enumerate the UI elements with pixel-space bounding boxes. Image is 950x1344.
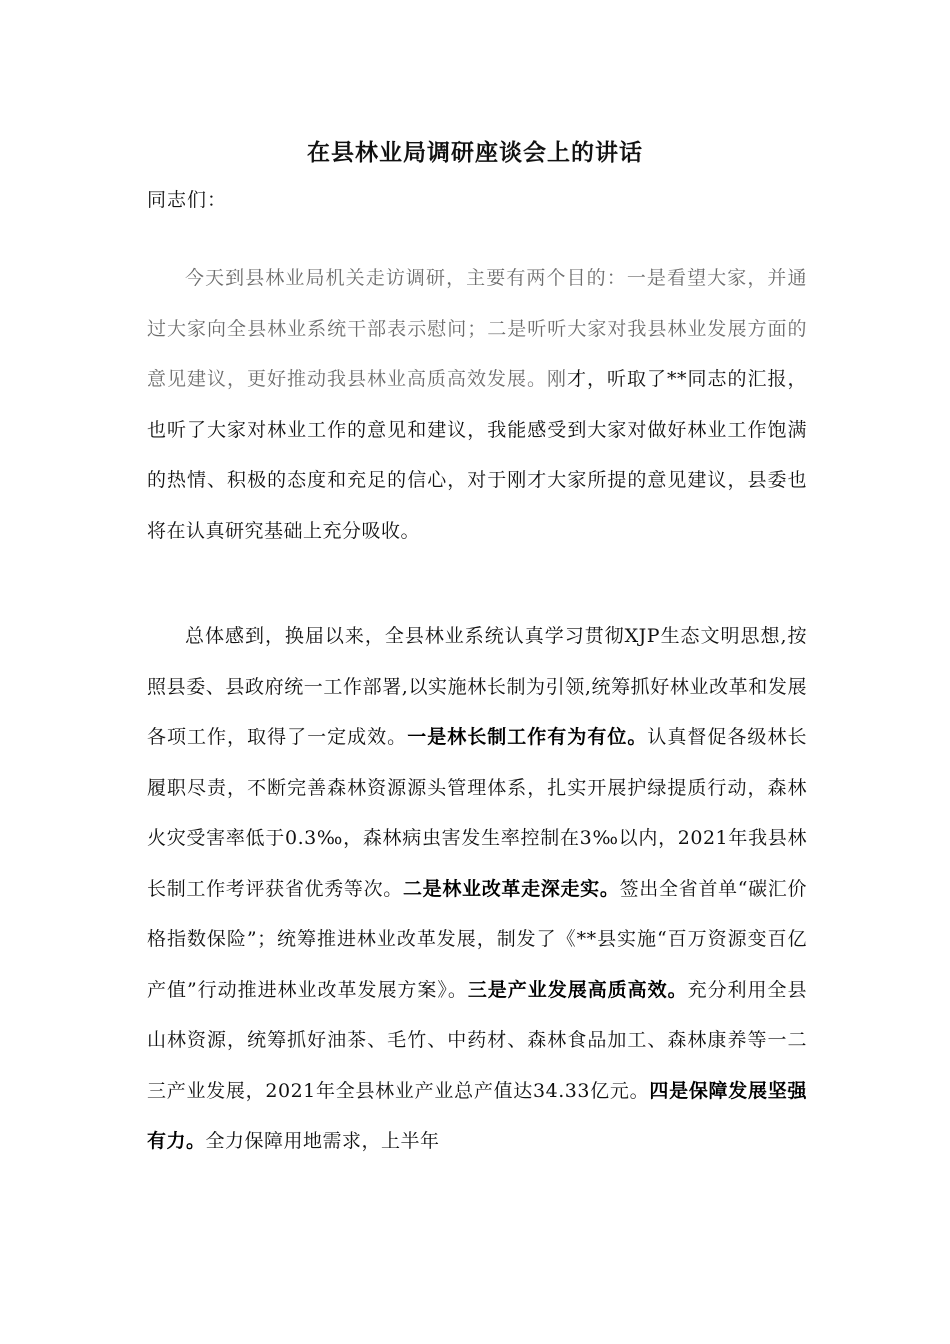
point4-heading: 四是保障发展坚强有力。 [147,1079,807,1152]
paragraph-opening-muted-text: 今天到县林业局机关走访调研，主要有两个目的：一是看望大家，并通过大家向全县林业系统干部表示慰问；二是听听大家对我县林业发展方面的意见建议，更好推动我县林业高质高效发展。刚 [147,267,807,390]
document-title: 在县林业局调研座谈会上的讲话 [307,139,643,166]
point1-text: 认真督促各级林长履职尽责，不断完善森林资源源头管理体系，扎实开展护绿提质行动，森林火灾受害率低于0.3‰，森林病虫害发生率控制在3‰以内，2021年我县林长制工作考评获省优秀等次。 [147,726,807,900]
point3-heading: 三是产业发展高质高效。 [467,978,688,1001]
summary-intro: 总体感到，换届以来，全县林业系统认真学习贯彻XJP生态文明思想,按照县委、县政府统一工作部署,以实施林长制为引领,统筹抓好林业改革和发展各项工作，取得了一定成效。 [147,625,807,748]
point4-text: 全力保障用地需求，上半年 [205,1130,440,1152]
point3-text: 充分利用全县山林资源，统筹抓好油茶、毛竹、中药材、森林食品加工、森林康养等一二三产业发展，2021年全县林业产业总产值达34.33亿元。 [147,978,807,1102]
paragraph-summary [147,611,807,1167]
paragraph-opening [147,253,807,556]
salutation: 同志们： [147,189,228,211]
point1-heading: 一是林长制工作有为有位。 [407,726,648,748]
point2-text: 签出全省首单“碳汇价格指数保险”；统筹推进林业改革发展，制发了《**县实施“百万资源变百亿产值”行动推进林业改革发展方案》。 [147,877,807,1001]
paragraph-opening-text: 才，听取了**同志的汇报，也听了大家对林业工作的意见和建议，我能感受到大家对做好林业工作饱满的热情、积极的态度和充足的信心，对于刚才大家所提的意见建议，县委也将在认真研究基础上充分吸收。 [147,368,807,542]
point2-heading: 二是林业改革走深走实。 [402,877,620,900]
